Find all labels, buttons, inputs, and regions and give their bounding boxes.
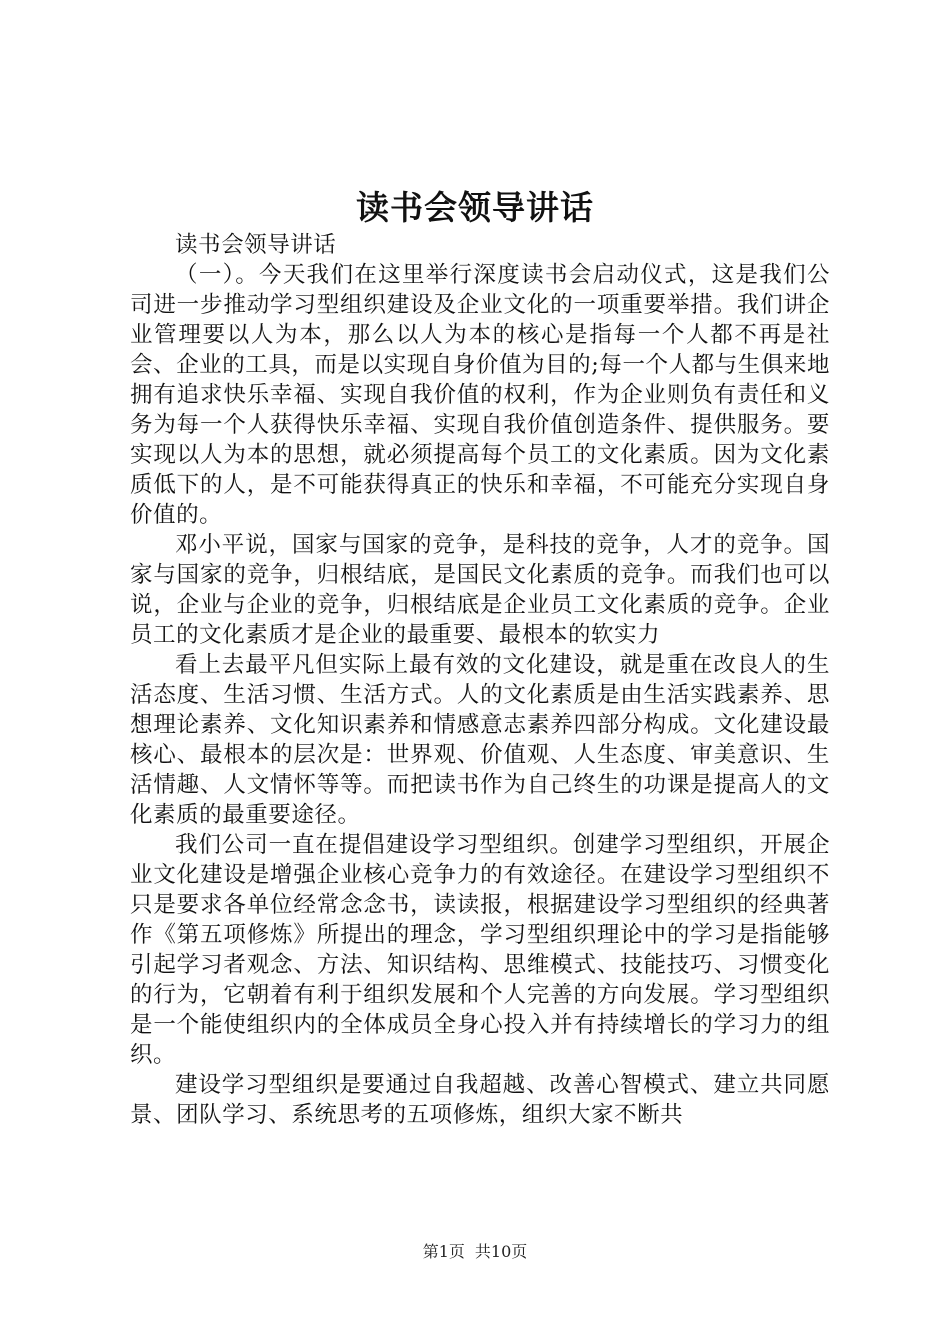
paragraph-3: 看上去最平凡但实际上最有效的文化建设，就是重在改良人的生活态度、生活习惯、生活方式。人的文化素质是由生活实践素养、思想理论素养、文化知识素养和情感意志素养四部分构成。文化建设最核心、最根本的层次是：世界观、价值观、人生态度、审美意识、生活情趣、人文情怀等等。而把读书作为自己终生的功课是提高人的文化素质的最重要途径。 (130, 652, 830, 828)
page-footer (0, 1242, 950, 1262)
page-number: 第1页 (422, 1242, 465, 1261)
paragraph-1: （一）。今天我们在这里举行深度读书会启动仪式，这是我们公司进一步推动学习型组织建设及企业文化的一项重要举措。我们讲企业管理要以人为本，那么以人为本的核心是指每一个人都不再是社会、企业的工具，而是以实现自身价值为目的;每一个人都与生俱来地拥有追求快乐幸福、实现自我价值的权利，作为企业则负有责任和义务为每一个人获得快乐幸福、实现自我价值创造条件、提供服务。要实现以人为本的思想，就必须提高每个员工的文化素质。因为文化素质低下的人，是不可能获得真正的快乐和幸福，不可能充分实现自身价值的。 (130, 262, 830, 528)
document-subtitle: 读书会领导讲话 (175, 232, 337, 258)
document-body (130, 230, 830, 1130)
page-count: 共10页 (474, 1242, 528, 1261)
document-title: 读书会领导讲话 (356, 188, 594, 227)
paragraph-5: 建设学习型组织是要通过自我超越、改善心智模式、建立共同愿景、团队学习、系统思考的五项修炼，组织大家不断共 (130, 1072, 830, 1128)
paragraph-2: 邓小平说，国家与国家的竞争，是科技的竞争，人才的竞争。国家与国家的竞争，归根结底，是国民文化素质的竞争。而我们也可以说，企业与企业的竞争，归根结底是企业员工文化素质的竞争。企业员工的文化素质才是企业的最重要、最根本的软实力 (130, 532, 830, 648)
paragraph-4: 我们公司一直在提倡建设学习型组织。创建学习型组织，开展企业文化建设是增强企业核心竞争力的有效途径。在建设学习型组织不只是要求各单位经常念念书，读读报，根据建设学习型组织的经典著作《第五项修炼》所提出的理念，学习型组织理论中的学习是指能够引起学习者观念、方法、知识结构、思维模式、技能技巧、习惯变化的行为，它朝着有利于组织发展和个人完善的方向发展。学习型组织是一个能使组织内的全体成员全身心投入并有持续增长的学习力的组织。 (130, 832, 830, 1068)
